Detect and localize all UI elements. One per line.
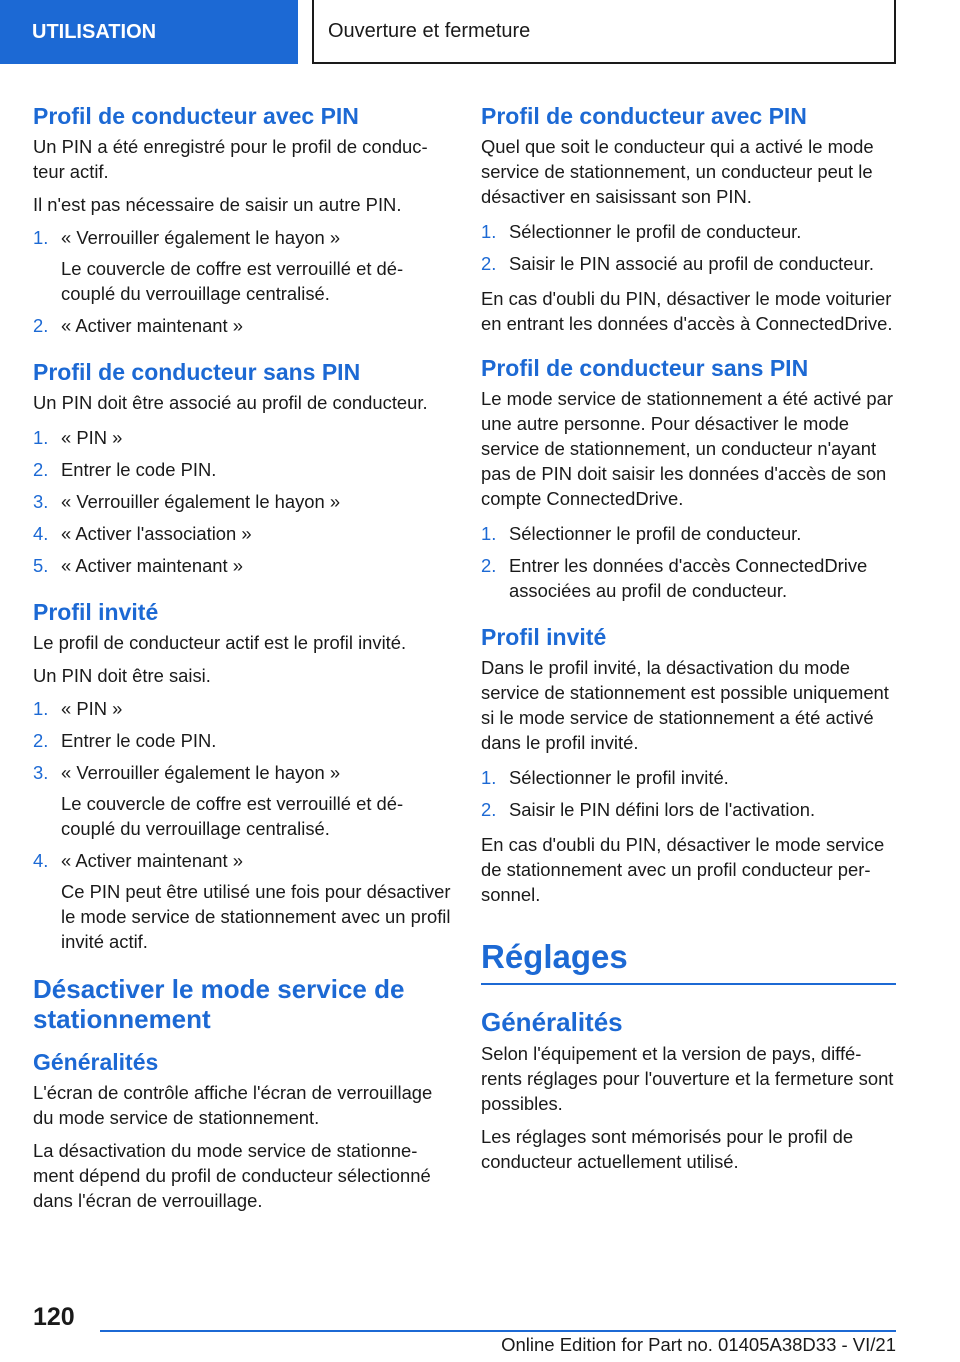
list-item	[33, 313, 451, 338]
step-number: 1.	[481, 767, 497, 788]
header-chapter-label	[312, 0, 896, 64]
section-heading: Généralités	[33, 1049, 159, 1075]
step-number: 2.	[481, 253, 497, 274]
step-number: 2.	[481, 555, 497, 576]
list-item	[33, 553, 451, 578]
step-number: 1.	[481, 523, 497, 544]
step-text: « Activer maintenant »	[61, 555, 243, 576]
step-number: 4.	[33, 850, 49, 871]
paragraph: Le profil de conducteur actif est le profil invité.	[33, 632, 407, 653]
list-item	[481, 553, 896, 603]
paragraph: Un PIN a été enregistré pour le profil de conducteur actif.	[33, 136, 428, 182]
list-item	[481, 251, 896, 276]
step-number: 2.	[33, 459, 49, 480]
paragraph: Le mode service de stationnement a été activé par une autre personne. Pour désactiver le mode service de stationnement, un conducteur n'ayant pas de PIN doit saisir les données d'accès de son compte ConnectedDrive.	[481, 388, 893, 509]
step-number: 1.	[33, 427, 49, 448]
step-text: « PIN »	[61, 698, 123, 719]
header-section-label	[0, 0, 298, 64]
paragraph: En cas d'oubli du PIN, désactiver le mode service de stationnement avec un profil conducteur personnel.	[481, 834, 885, 905]
section-heading: Profil de conducteur sans PIN	[33, 359, 361, 385]
chapter-name: Ouverture et fermeture	[328, 19, 531, 42]
page-number: 120	[33, 1303, 75, 1331]
list-item	[481, 219, 896, 244]
section-name: UTILISATION	[32, 20, 157, 43]
list-item	[33, 760, 451, 841]
list-item	[33, 457, 451, 482]
list-item	[33, 848, 451, 954]
step-text: « Verrouiller également le hayon »	[61, 227, 341, 248]
list-item	[481, 521, 896, 546]
list-item	[33, 728, 451, 753]
list-item	[33, 425, 451, 450]
paragraph: Les réglages sont mémorisés pour le profil de conducteur actuellement utilisé.	[481, 1126, 854, 1172]
step-number: 2.	[33, 315, 49, 336]
step-number: 3.	[33, 762, 49, 783]
step-text: « Activer maintenant »	[61, 850, 243, 871]
step-note: Le couvercle de coffre est verrouillé et découplé du verrouillage centralisé.	[61, 258, 404, 304]
step-number: 2.	[481, 799, 497, 820]
steps-list	[481, 765, 896, 822]
steps-list	[33, 225, 451, 338]
step-number: 3.	[33, 491, 49, 512]
list-item	[33, 489, 451, 514]
step-text: « Activer l'association »	[61, 523, 252, 544]
right-column	[481, 102, 896, 1182]
paragraph: Il n'est pas nécessaire de saisir un autre PIN.	[33, 194, 402, 215]
paragraph: Un PIN doit être associé au profil de conducteur.	[33, 392, 428, 413]
list-item	[33, 696, 451, 721]
step-text: « PIN »	[61, 427, 123, 448]
step-text: Sélectionner le profil de conducteur.	[509, 523, 802, 544]
step-note: Le couvercle de coffre est verrouillé et découplé du verrouillage centralisé.	[61, 793, 404, 839]
step-text: Entrer les données d'accès ConnectedDrive associées au profil de conducteur.	[509, 555, 868, 601]
chapter-heading: Désactiver le mode service de stationnement	[33, 974, 405, 1034]
paragraph: Dans le profil invité, la désactivation du mode service de stationnement est possible uniquement si le mode service de stationnement a été activé dans le profil invité.	[481, 657, 889, 753]
steps-list	[481, 219, 896, 276]
step-text: « Verrouiller également le hayon »	[61, 491, 341, 512]
list-item	[33, 521, 451, 546]
section-heading: Profil de conducteur avec PIN	[481, 103, 807, 129]
steps-list	[481, 521, 896, 603]
list-item	[481, 797, 896, 822]
step-note: Ce PIN peut être utilisé une fois pour désactiver le mode service de stationnement avec un profil invité actif.	[61, 881, 451, 952]
section-heading: Généralités	[481, 1007, 623, 1037]
step-text: Entrer le code PIN.	[61, 730, 217, 751]
paragraph: L'écran de contrôle affiche l'écran de verrouillage du mode service de stationnement.	[33, 1082, 433, 1128]
footer-divider	[100, 1330, 896, 1332]
section-heading: Profil invité	[33, 599, 159, 625]
section-heading: Profil de conducteur sans PIN	[481, 355, 809, 381]
list-item	[33, 225, 451, 306]
steps-list	[33, 425, 451, 578]
step-text: Saisir le PIN associé au profil de conducteur.	[509, 253, 874, 274]
step-text: Sélectionner le profil invité.	[509, 767, 729, 788]
left-column	[33, 102, 451, 1221]
steps-list	[33, 696, 451, 954]
paragraph: En cas d'oubli du PIN, désactiver le mode voiturier en entrant les données d'accès à ConnectedDrive.	[481, 288, 893, 334]
step-text: Saisir le PIN défini lors de l'activation.	[509, 799, 816, 820]
step-number: 1.	[33, 227, 49, 248]
chapter-heading: Réglages	[481, 937, 896, 985]
step-text: Sélectionner le profil de conducteur.	[509, 221, 802, 242]
paragraph: La désactivation du mode service de stationnement dépend du profil de conducteur sélectionné dans l'écran de verrouillage.	[33, 1140, 431, 1211]
step-text: « Verrouiller également le hayon »	[61, 762, 341, 783]
edition-note: Online Edition for Part no. 01405A38D33 - VI/21	[501, 1334, 896, 1355]
step-number: 1.	[481, 221, 497, 242]
step-number: 5.	[33, 555, 49, 576]
paragraph: Un PIN doit être saisi.	[33, 665, 211, 686]
step-text: Entrer le code PIN.	[61, 459, 217, 480]
step-number: 4.	[33, 523, 49, 544]
paragraph: Selon l'équipement et la version de pays, différents réglages pour l'ouverture et la fermeture sont possibles.	[481, 1043, 894, 1114]
step-number: 2.	[33, 730, 49, 751]
section-heading: Profil de conducteur avec PIN	[33, 103, 359, 129]
step-text: « Activer maintenant »	[61, 315, 243, 336]
paragraph: Quel que soit le conducteur qui a activé le mode service de stationnement, un conducteur peut le désactiver en saisissant son PIN.	[481, 136, 874, 207]
step-number: 1.	[33, 698, 49, 719]
section-heading: Profil invité	[481, 624, 607, 650]
list-item	[481, 765, 896, 790]
